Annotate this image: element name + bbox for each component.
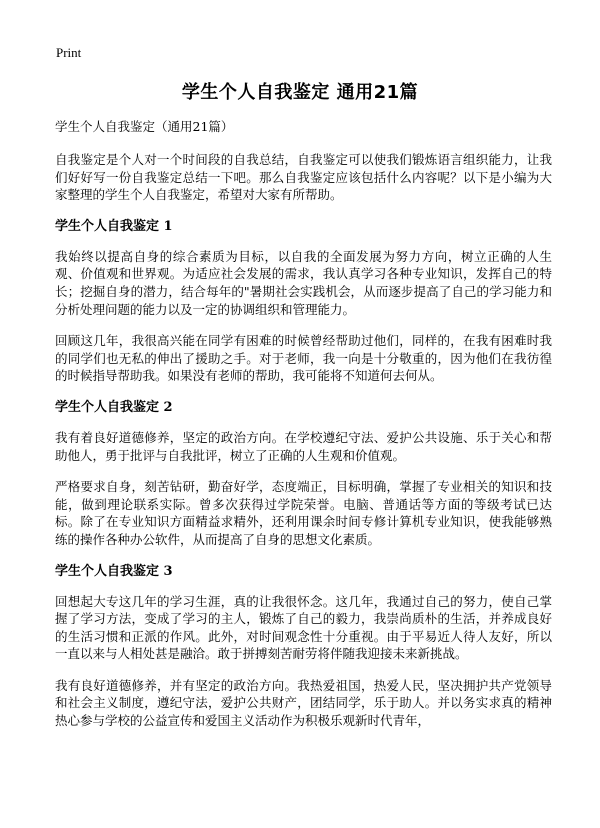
document-body [55, 118, 552, 744]
section-heading: 学生个人自我鉴定 3 [55, 563, 173, 579]
section-heading: 学生个人自我鉴定 2 [55, 399, 173, 415]
page-title: 学生个人自我鉴定 通用21篇 [181, 82, 419, 103]
document-subtitle: 学生个人自我鉴定（通用21篇） [55, 119, 234, 134]
section-1 [55, 218, 552, 385]
section-2 [55, 399, 552, 549]
section-paragraph: 回顾这几年，我很高兴能在同学有困难的时候曾经帮助过他们，同样的，在我有困难时我的同学们也无私的伸出了援助之手。对于老师，我一向是十分敬重的，因为他们在我彷徨的时候指导帮助我。如果没有老师的帮助，我可能将不知道何去何从。 [55, 333, 552, 384]
intro-paragraph: 自我鉴定是个人对一个时间段的自我总结，自我鉴定可以使我们锻炼语言组织能力，让我们好好写一份自我鉴定总结一下吧。那么自我鉴定应该包括什么内容呢？以下是小编为大家整理的学生个人自我鉴定，希望对大家有所帮助。 [55, 152, 552, 203]
section-3 [55, 563, 552, 730]
section-paragraph: 严格要求自身，刻苦钻研，勤奋好学，态度端正，目标明确，掌握了专业相关的知识和技能，做到理论联系实际。曾多次获得过学院荣誉。电脑、普通话等方面的等级考试已达标。除了在专业知识方面精益求精外，还利用课余时间专修计算机专业知识，使我能够熟练的操作各种办公软件，从而提高了自身的思想文化素质。 [55, 479, 552, 547]
section-heading: 学生个人自我鉴定 1 [55, 218, 173, 234]
section-paragraph: 回想起大专这几年的学习生涯，真的让我很怀念。这几年，我通过自己的努力，使自己掌握了学习方法，变成了学习的主人，锻炼了自己的毅力，我崇尚质朴的生活，并养成良好的生活习惯和正派的作风。此外，对时间观念性十分重视。由于平易近人待人友好，所以一直以来与人相处甚是融洽。敢于拼搏刻苦耐劳将伴随我迎接未来新挑战。 [55, 593, 552, 662]
print-link[interactable]: Print [56, 45, 82, 60]
section-paragraph: 我始终以提高自身的综合素质为目标，以自我的全面发展为努力方向，树立正确的人生观、价值观和世界观。为适应社会发展的需求，我认真学习各种专业知识，发挥自己的特长；挖掘自身的潜力，结合每年的"暑期社会实践机会，从而逐步提高了自己的学习能力和分析处理问题的能力以及一定的协调组织和管理能力。 [55, 248, 552, 317]
section-paragraph: 我有良好道德修养，并有坚定的政治方向。我热爱祖国，热爱人民，坚决拥护共产党领导和社会主义制度，遵纪守法，爱护公共财产，团结同学，乐于助人。并以务实求真的精神热心参与学校的公益宣传和爱国主义活动作为积极乐观新时代青年， [55, 677, 552, 729]
section-paragraph: 我有着良好道德修养，坚定的政治方向。在学校遵纪守法、爱护公共设施、乐于关心和帮助他人，勇于批评与自我批评，树立了正确的人生观和价值观。 [55, 429, 552, 463]
